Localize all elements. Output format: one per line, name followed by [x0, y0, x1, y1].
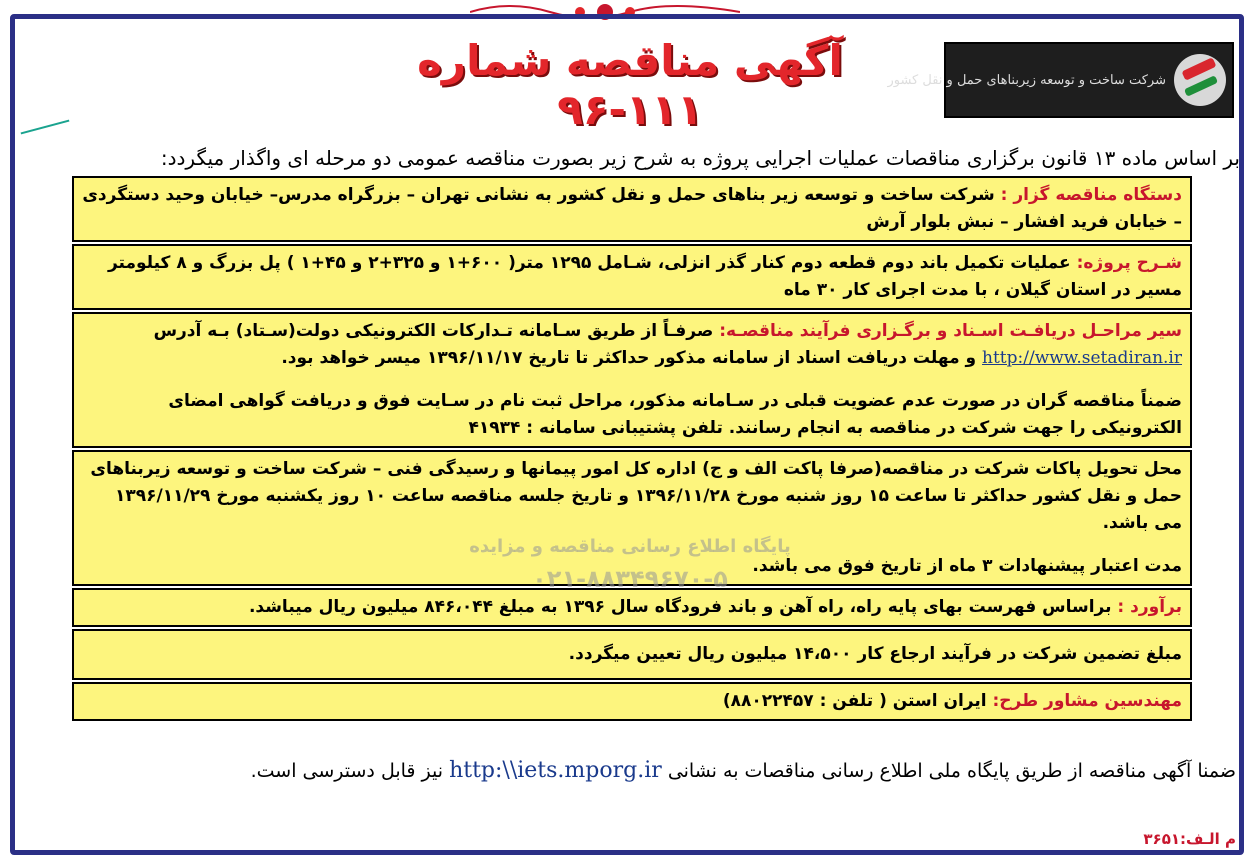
- consultant-text: ایران استن ( تلفن : ۸۸۰۲۲۴۵۷): [722, 691, 987, 711]
- section-organizer: [72, 176, 1192, 242]
- section-estimate: [72, 588, 1192, 627]
- section-consultant: [72, 682, 1192, 721]
- process-text-1: صرفـاً از طریق سـامانه تـدارکات الکترونیکی دولت(سـتاد) بـه آدرس: [153, 321, 714, 341]
- guarantee-text: مبلغ تضمین شرکت در فرآیند ارجاع کار ۱۴،۵۰۰ میلیون ریال تعیین میگردد.: [568, 644, 1182, 664]
- footer-text-after: نیز قابل دسترسی است.: [250, 760, 444, 782]
- validity-text: مدت اعتبار پیشنهادات ۳ ماه از تاریخ فوق می باشد.: [752, 556, 1182, 576]
- section-delivery: [72, 450, 1192, 586]
- intro-text: بر اساس ماده ۱۳ قانون برگزاری مناقصات عملیات اجرایی پروژه به شرح زیر بصورت مناقصه عمومی دو مرحله ای واگذار میگردد:: [160, 146, 1240, 170]
- footer-text-before: ضمنا آگهی مناقصه از طریق پایگاه ملی اطلاع رسانی مناقصات به نشانی: [667, 760, 1236, 782]
- organization-logo: [887, 42, 1234, 118]
- logo-emblem-icon: [1174, 54, 1226, 106]
- tender-sections: [72, 176, 1192, 723]
- process-label: سیر مراحـل دریافـت اسـناد و برگـزاری فرآیند مناقصـه:: [719, 321, 1182, 341]
- watermark-line-1: پایگاه اطلاع رسانی مناقصه و مزایده: [469, 536, 791, 557]
- delivery-text: محل تحویل پاکات شرکت در مناقصه(صرفا پاکت الف و ج) اداره کل امور پیمانها و رسیدگی فنی – شرکت ساخت و توسعه زیربناهای حمل و نقل کشور حداکثر تا ساعت ۱۵ روز شنبه مورخ ۱۳۹۶/۱۱/۲۸ و تاریخ جلسه مناقصه ساعت ۱۰ روز یکشنبه مورخ ۱۳۹۶/۱۱/۲۹ می باشد.: [90, 459, 1182, 533]
- section-guarantee: [72, 629, 1192, 680]
- project-text: عملیات تکمیل باند دوم قطعه دوم کنار گذر انزلی، شـامل ۱۲۹۵ متر( ۶۰۰+۱ و ۳۲۵+۲ و ۴۵+۱ ) پل بزرگ و ۸ کیلومتر مسیر در استان گیلان ، با مدت اجرای کار ۳۰ ماه: [107, 253, 1182, 300]
- ad-code: م الـف:۳۶۵۱: [1143, 830, 1236, 848]
- process-text-2: و مهلت دریافت اسناد از سامانه مذکور حداکثر تا تاریخ ۱۳۹۶/۱۱/۱۷ میسر خواهد بود.: [281, 348, 977, 368]
- process-text-3: ضمناً مناقصه گران در صورت عدم عضویت قبلی در سـامانه مذکور، مراحل ثبت نام در سـایت فوق و دریافت گواهی امضای الکترونیکی را جهت شرکت در مناقصه به انجام رسانند. تلفن پشتیبانی سامانه : ۴۱۹۳۴: [168, 391, 1182, 438]
- section-process: [72, 312, 1192, 448]
- organizer-text: شرکت ساخت و توسعه زیر بناهای حمل و نقل کشور به نشانی تهران – بزرگراه مدرس– خیابان وحید دستگردی – خیابان فرید افشار – نبش بلوار آرش: [82, 185, 1182, 232]
- iets-link[interactable]: http:\\iets.mporg.ir: [449, 758, 662, 783]
- logo-text: شرکت ساخت و توسعه زیربناهای حمل و نقل کشور: [887, 72, 1166, 88]
- page-title: آگهی مناقصه شماره ۱۱۱-۹۶: [417, 36, 843, 134]
- watermark-line-2: ۰۲۱-۸۸۳۴۹۶۷۰-۵: [532, 565, 728, 593]
- setadiran-link[interactable]: http://www.setadiran.ir: [982, 348, 1182, 368]
- estimate-text: براساس فهرست بهای پایه راه، راه آهن و باند فرودگاه سال ۱۳۹۶ به مبلغ ۸۴۶،۰۴۴ میلیون ریال میباشد.: [248, 597, 1112, 617]
- footer-note: [26, 760, 1236, 782]
- project-label: شـرح پروژه:: [1076, 253, 1182, 273]
- organizer-label: دستگاه مناقصه گزار :: [1000, 185, 1182, 205]
- estimate-label: برآورد :: [1117, 597, 1182, 617]
- consultant-label: مهندسین مشاور طرح:: [992, 691, 1182, 711]
- section-project: [72, 244, 1192, 310]
